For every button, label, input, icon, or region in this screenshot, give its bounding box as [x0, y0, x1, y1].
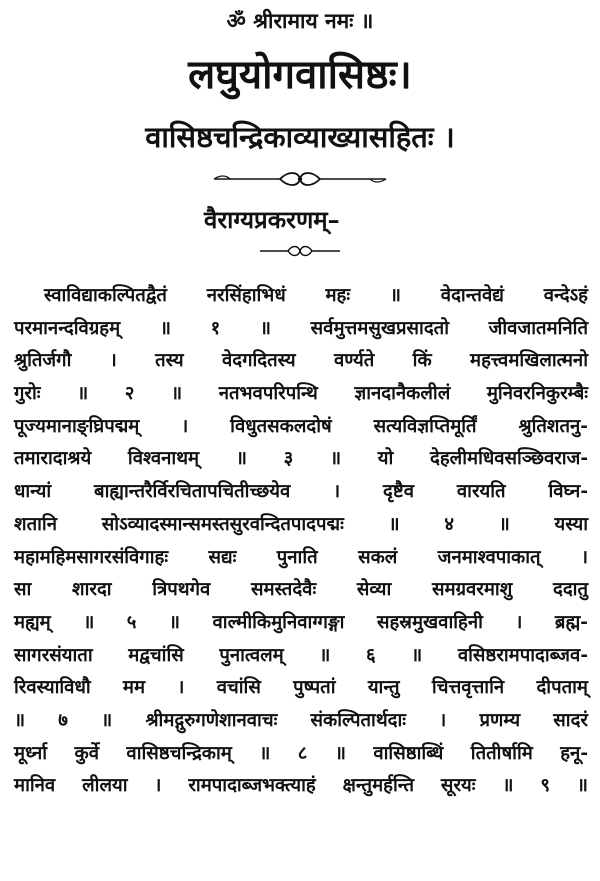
section-heading: वैराग्यप्रकरणम्–	[204, 205, 340, 234]
text-line: महामहिमसागरसंविगाहः सद्यः पुनाति सकलं जनमाश्वपाकात् ।	[14, 546, 588, 568]
text-line: श्रुतिर्जगौ । तस्य वेदगदितस्य वर्ण्यते किं महत्त्वमखिलात्मनो	[14, 350, 588, 372]
text-line: परमानन्दविग्रहम् ॥ १ ॥ सर्वमुत्तमसुखप्रसादतो जीवजातमनिति	[14, 317, 588, 339]
invocation-line: ॐ श्रीरामाय नमः ॥	[226, 8, 374, 33]
flourish-ornament-icon	[210, 170, 390, 188]
text-line: सा शारदा त्रिपथगेव समस्तदेवैः सेव्या समग्रवरमाशु ददातु	[14, 579, 588, 601]
text-line: मह्यम् ॥ ५ ॥ वाल्मीकिमुनिवाग्गङ्गा सहस्रमुखवाहिनी । ब्रह्म-	[14, 611, 588, 633]
text-line: गुरोः ॥ २ ॥ नतभवपरिपन्थि ज्ञानदानैकलीलं मुनिवरनिकुरम्बैः	[14, 383, 588, 405]
text-line: तमारादाश्रये विश्वनाथम् ॥ ३ ॥ यो देहलीमधिवसञ्छिवराज-	[14, 448, 588, 470]
text-line: पूज्यमानाङ्घ्रिपद्मम् । विधुतसकलदोषं सत्यविज्ञप्तिमूर्तिं श्रुतिशतनु-	[14, 415, 588, 437]
body-text	[14, 280, 588, 803]
text-line: शतानि सोऽव्यादस्मान्समस्तसुरवन्दितपादपद्मः ॥ ४ ॥ यस्या	[14, 513, 588, 535]
text-line: ॥ ७ ॥ श्रीमद्गुरुगणेशानवाचः संकल्पितार्थदाः । प्रणम्य सादरं	[14, 709, 588, 731]
text-line: मानिव लीलया । रामपादाब्जभक्त्याहं क्षन्तुमर्हन्ति सूरयः ॥ ९ ॥	[14, 775, 588, 797]
text-line: धान्यां बाह्यान्तरैर्विरचितापचितीच्छयेव । दृष्टैव वारयति विघ्न-	[14, 481, 588, 503]
divider-ornament-icon	[258, 245, 342, 257]
page-title: लघुयोगवासिष्ठः।	[188, 51, 412, 98]
text-line: स्वाविद्याकल्पितद्वैतं नरसिंहाभिधं महः ॥ वेदान्तवेद्यं वन्देऽहं	[44, 285, 588, 306]
text-line: मूर्ध्ना कुर्वे वासिष्ठचन्द्रिकाम् ॥ ८ ॥ वासिष्ठाब्धिं तितीर्षामि हनू-	[14, 742, 588, 764]
page-subtitle: वासिष्ठचन्द्रिकाव्याख्यासहितः ।	[145, 120, 455, 154]
text-line: रिवस्याविधौ मम । वचांसि पुष्पतां यान्तु चित्तवृत्तानि दीपताम्	[14, 677, 588, 699]
text-line: सागरसंयाता मद्वचांसि पुनात्वलम् ॥ ६ ॥ वसिष्ठरामपादाब्जव-	[14, 644, 588, 666]
